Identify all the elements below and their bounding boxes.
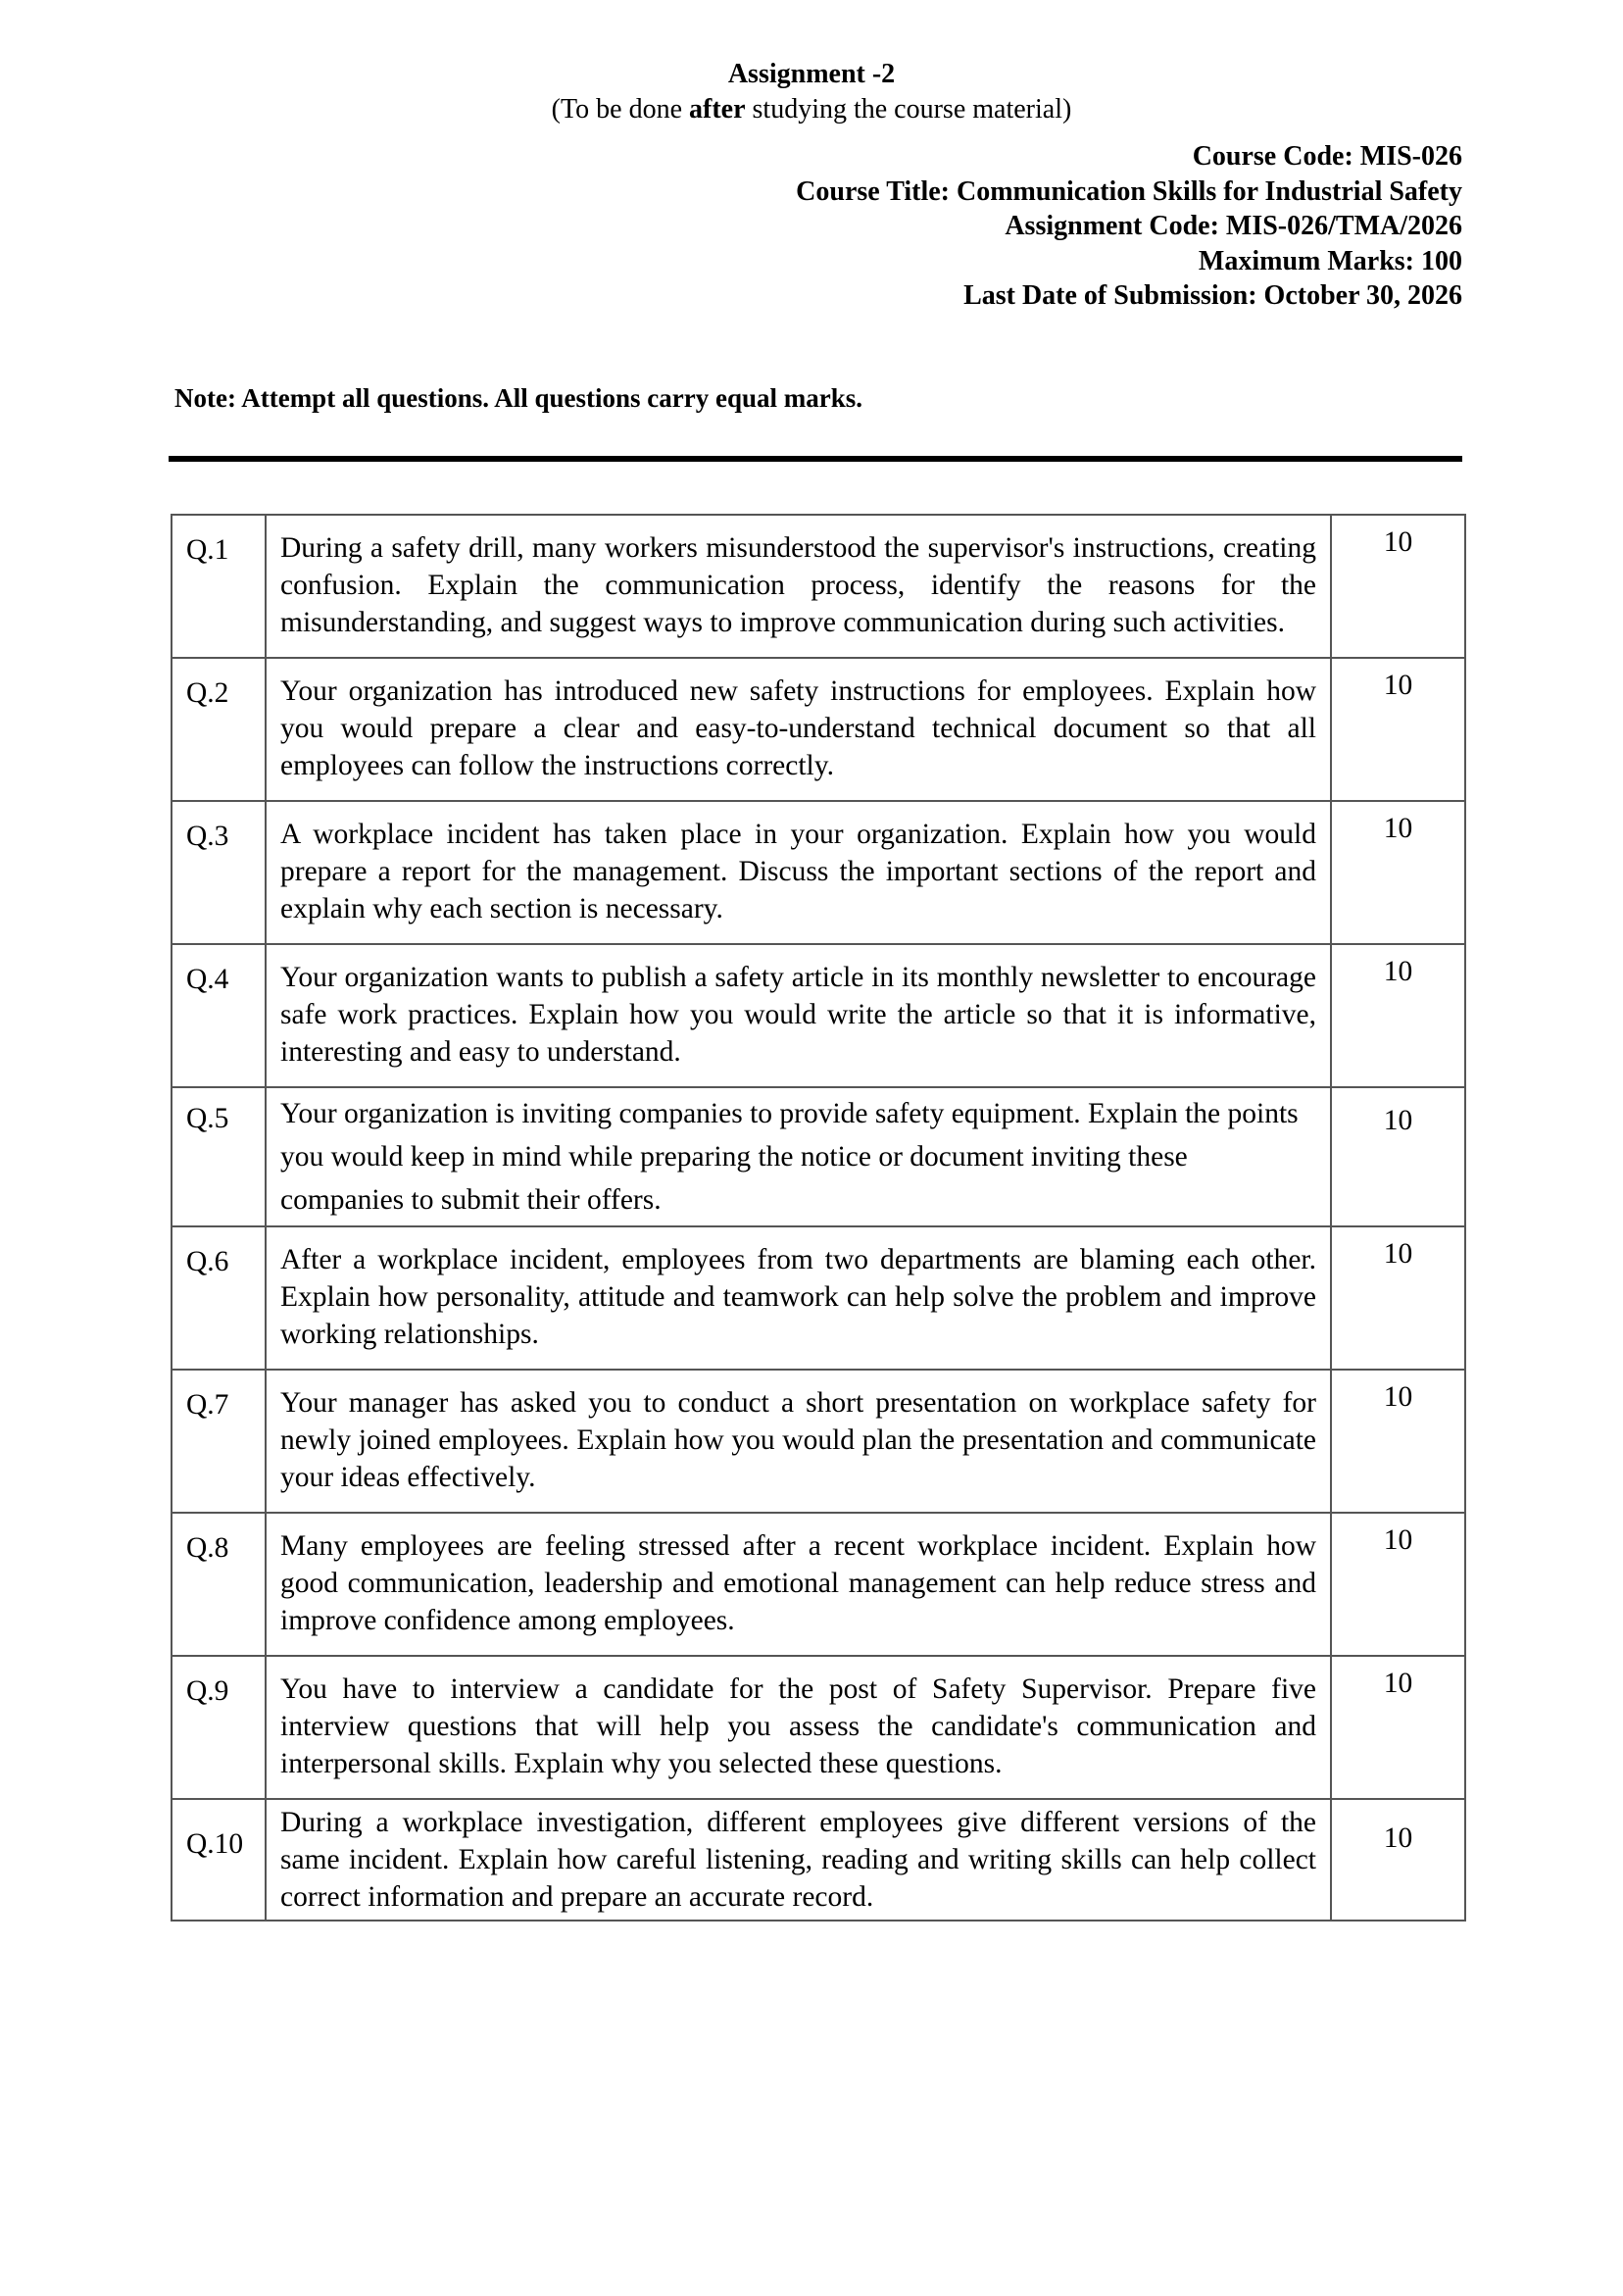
- question-marks: 10: [1331, 1226, 1465, 1370]
- question-text: Many employees are feeling stressed after a recent workplace incident. Explain how good communication, leadership and emotional management can help reduce stress and improve confidence among employees.: [266, 1513, 1331, 1656]
- course-info: [796, 139, 1462, 314]
- question-number: Q.1: [172, 515, 266, 658]
- question-number: Q.3: [172, 801, 266, 944]
- question-text: Your organization has introduced new safety instructions for employees. Explain how you would prepare a clear and easy-to-understand technical document so that all employees can follow the instructions correctly.: [266, 658, 1331, 801]
- question-row: [172, 1087, 1465, 1226]
- assignment-title: Assignment -2: [727, 59, 896, 89]
- question-row: [172, 1656, 1465, 1799]
- question-marks: 10: [1331, 1087, 1465, 1226]
- question-number: Q.5: [172, 1087, 266, 1226]
- question-number: Q.8: [172, 1513, 266, 1656]
- question-marks: 10: [1331, 1799, 1465, 1921]
- question-row: [172, 1799, 1465, 1921]
- question-number: Q.7: [172, 1370, 266, 1513]
- subtitle-suffix: studying the course material): [745, 94, 1072, 125]
- question-row: [172, 1513, 1465, 1656]
- question-text: A workplace incident has taken place in your organization. Explain how you would prepare a report for the management. Discuss the important sections of the report and explain why each section is necessary.: [266, 801, 1331, 944]
- question-text: Your manager has asked you to conduct a short presentation on workplace safety for newly joined employees. Explain how you would plan the presentation and communicate your ideas effectively.: [266, 1370, 1331, 1513]
- question-text: Your organization wants to publish a safety article in its monthly newsletter to encourage safe work practices. Explain how you would write the article so that it is informative, interesting and easy to understand.: [266, 944, 1331, 1087]
- question-marks: 10: [1331, 1656, 1465, 1799]
- title-block: [0, 57, 1623, 127]
- question-number: Q.2: [172, 658, 266, 801]
- question-text: You have to interview a candidate for the post of Safety Supervisor. Prepare five interview questions that will help you assess the candidate's communication and interpersonal skills. Explain why you selected these questions.: [266, 1656, 1331, 1799]
- instructions-note: Note: Attempt all questions. All questions carry equal marks.: [174, 383, 862, 413]
- course-code: Course Code: MIS-026: [1192, 141, 1462, 172]
- question-number: Q.6: [172, 1226, 266, 1370]
- assignment-subtitle: [0, 92, 1623, 127]
- question-marks: 10: [1331, 1370, 1465, 1513]
- question-row: [172, 1370, 1465, 1513]
- question-marks: 10: [1331, 801, 1465, 944]
- question-row: [172, 944, 1465, 1087]
- question-text: During a workplace investigation, different employees give different versions of the same incident. Explain how careful listening, reading and writing skills can help collect correct information and prepare an accurate record.: [266, 1799, 1331, 1921]
- last-date-of-submission: Last Date of Submission: October 30, 2026: [963, 280, 1462, 311]
- question-text: During a safety drill, many workers misunderstood the supervisor's instructions, creating confusion. Explain the communication process, identify the reasons for the misunderstanding, and suggest ways to improve communication during such activities.: [266, 515, 1331, 658]
- question-row: [172, 658, 1465, 801]
- question-row: [172, 1226, 1465, 1370]
- question-number: Q.10: [172, 1799, 266, 1921]
- question-row: [172, 515, 1465, 658]
- question-row: [172, 801, 1465, 944]
- question-marks: 10: [1331, 1513, 1465, 1656]
- question-number: Q.9: [172, 1656, 266, 1799]
- question-number: Q.4: [172, 944, 266, 1087]
- questions-table: [171, 514, 1466, 1922]
- question-text: Your organization is inviting companies to provide safety equipment. Explain the points you would keep in mind while preparing the notice or document inviting these companies to submit their offers.: [266, 1087, 1331, 1226]
- subtitle-emphasis: after: [689, 94, 746, 125]
- question-marks: 10: [1331, 944, 1465, 1087]
- subtitle-prefix: (To be done: [551, 94, 689, 125]
- maximum-marks: Maximum Marks: 100: [1198, 245, 1462, 276]
- question-text: After a workplace incident, employees from two departments are blaming each other. Explain how personality, attitude and teamwork can help solve the problem and improve working relationships.: [266, 1226, 1331, 1370]
- question-marks: 10: [1331, 515, 1465, 658]
- assignment-code: Assignment Code: MIS-026/TMA/2026: [1005, 211, 1462, 241]
- question-marks: 10: [1331, 658, 1465, 801]
- horizontal-divider: [169, 456, 1462, 462]
- course-title: Course Title: Communication Skills for Industrial Safety: [796, 175, 1462, 207]
